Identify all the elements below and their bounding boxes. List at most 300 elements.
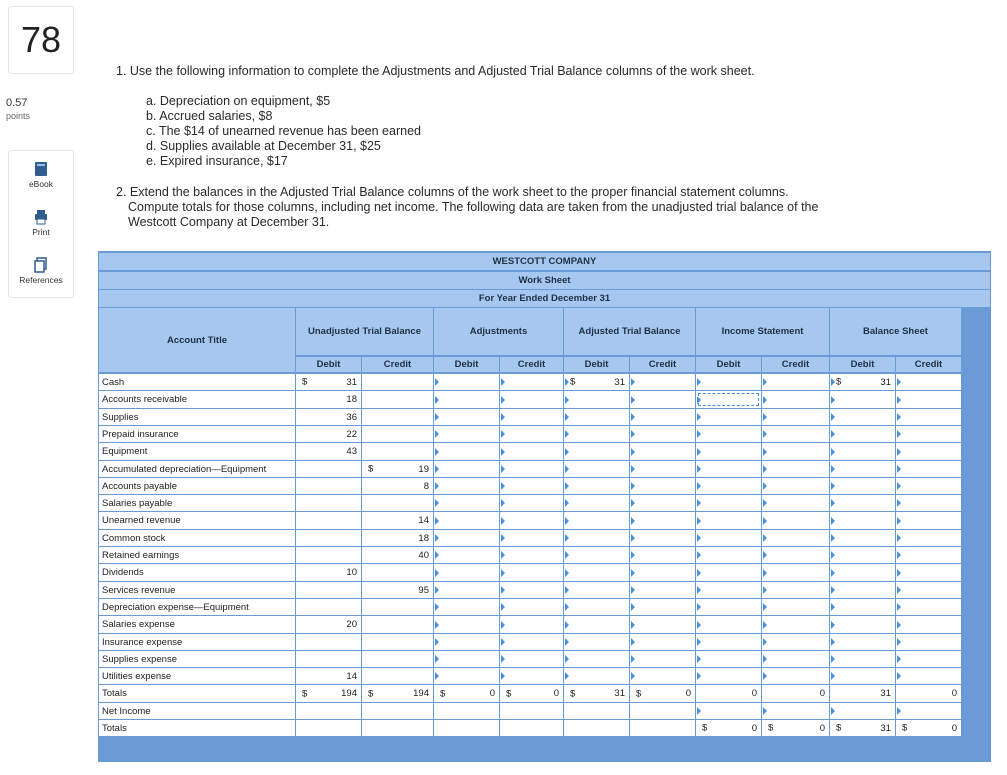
dollar-sign: $: [368, 463, 374, 475]
account-row-17-col-1: [296, 651, 361, 667]
account-row-13-col-3[interactable]: [434, 582, 499, 598]
dollar-sign: $: [570, 688, 576, 699]
account-row-5-col-4[interactable]: [500, 443, 563, 460]
group-header-3-text: Adjusted Trial Balance: [578, 326, 681, 337]
totals-row-col-8-text: 0: [819, 688, 825, 699]
account-row-9-col-5[interactable]: [564, 512, 629, 529]
account-row-18-col-2: [362, 668, 433, 684]
account-row-12-col-2: [362, 564, 433, 581]
question-number: 78: [8, 6, 74, 74]
account-row-4-col-1: [296, 426, 361, 442]
dollar-sign: $: [302, 376, 308, 388]
net-income-row-col-2: [362, 703, 433, 719]
account-row-7-col-5[interactable]: [564, 478, 629, 494]
account-row-9-col-4[interactable]: [500, 512, 563, 529]
net-income-row-col-10[interactable]: [896, 703, 961, 719]
account-row-18-col-1-text: 14: [346, 670, 357, 682]
account-row-8-col-7[interactable]: [696, 495, 761, 511]
ebook-button[interactable]: [9, 161, 73, 189]
debit-header-col-9: [830, 357, 895, 372]
net-income-row-col-8[interactable]: [762, 703, 829, 719]
account-row-6-col-8[interactable]: [762, 461, 829, 477]
ebook-icon: [34, 161, 48, 177]
totals-row-label: [99, 685, 295, 702]
account-row-2-label-text: Accounts receivable: [102, 394, 188, 405]
net-income-row-col-7[interactable]: [696, 703, 761, 719]
net-income-row-col-9[interactable]: [830, 703, 895, 719]
account-row-3-col-7[interactable]: [696, 409, 761, 425]
account-row-12-col-9[interactable]: [830, 564, 895, 581]
totals-row-col-6-text: 0: [685, 688, 691, 699]
account-row-9-col-9[interactable]: [830, 512, 895, 529]
account-row-5-col-2: [362, 443, 433, 460]
totals-row-col-1-text: 194: [341, 688, 357, 699]
adjustment-info-c: c. The $14 of unearned revenue has been earned: [146, 124, 421, 138]
account-row-7-col-6[interactable]: [630, 478, 695, 494]
credit-header-col-10-text: Credit: [914, 359, 943, 370]
account-row-14-label: [99, 599, 295, 615]
account-row-3-col-3[interactable]: [434, 409, 499, 425]
account-row-13-col-8[interactable]: [762, 582, 829, 598]
net-income-row-col-5: [564, 703, 629, 719]
account-row-13-col-1: [296, 582, 361, 598]
account-row-11-col-10[interactable]: [896, 547, 961, 563]
account-row-13-col-7[interactable]: [696, 582, 761, 598]
account-row-7-col-10[interactable]: [896, 478, 961, 494]
account-row-7-label-text: Accounts payable: [102, 480, 177, 492]
account-row-5-col-7[interactable]: [696, 443, 761, 460]
final-totals-row-col-9-text: 31: [880, 722, 891, 734]
account-row-4-col-6[interactable]: [630, 426, 695, 442]
account-row-18-col-4[interactable]: [500, 668, 563, 684]
account-row-1-col-8[interactable]: [762, 374, 829, 390]
account-row-3-col-10[interactable]: [896, 409, 961, 425]
account-row-14-col-2: [362, 599, 433, 615]
account-row-4-col-2: [362, 426, 433, 442]
account-row-17-col-7[interactable]: [696, 651, 761, 667]
account-row-11-label: [99, 547, 295, 563]
account-row-1-col-5[interactable]: [564, 374, 629, 390]
account-row-15-col-3[interactable]: [434, 616, 499, 633]
totals-row-col-3: [434, 685, 499, 702]
account-row-4-label: [99, 426, 295, 442]
totals-row-col-4-text: 0: [553, 688, 559, 699]
group-header-5-text: Balance Sheet: [863, 326, 928, 337]
account-row-18-col-9[interactable]: [830, 668, 895, 684]
account-row-15-col-1: [296, 616, 361, 633]
totals-row-label-text: Totals: [102, 688, 127, 699]
account-row-15-col-7[interactable]: [696, 616, 761, 633]
account-row-13-col-5[interactable]: [564, 582, 629, 598]
account-row-17-col-3[interactable]: [434, 651, 499, 667]
account-row-3-col-2: [362, 409, 433, 425]
debit-header-col-3: [434, 357, 499, 372]
account-row-10-col-8[interactable]: [762, 530, 829, 546]
account-row-2-col-9[interactable]: [830, 391, 895, 408]
account-row-4-col-7[interactable]: [696, 426, 761, 442]
account-title-header-text: Account Title: [167, 334, 227, 346]
account-row-16-col-3[interactable]: [434, 634, 499, 650]
account-row-3-label: [99, 409, 295, 425]
ebook-label: eBook: [28, 179, 54, 189]
dollar-sign: $: [902, 722, 908, 734]
account-row-11-col-3[interactable]: [434, 547, 499, 563]
account-row-14-col-6[interactable]: [630, 599, 695, 615]
account-row-4-col-4[interactable]: [500, 426, 563, 442]
account-row-14-col-4[interactable]: [500, 599, 563, 615]
references-icon: [34, 257, 48, 273]
account-row-17-col-4[interactable]: [500, 651, 563, 667]
account-row-1-label-text: Cash: [102, 376, 125, 388]
dollar-sign: $: [570, 376, 576, 388]
final-totals-row-label: [99, 720, 295, 736]
dollar-sign: $: [768, 722, 774, 734]
dollar-sign: $: [836, 376, 842, 388]
account-row-9-col-3[interactable]: [434, 512, 499, 529]
account-row-16-col-7[interactable]: [696, 634, 761, 650]
totals-row-col-9: [830, 685, 895, 702]
account-row-16-col-2: [362, 634, 433, 650]
account-row-6-col-2-text: 19: [418, 463, 429, 475]
account-row-10-col-4[interactable]: [500, 530, 563, 546]
account-row-17-col-10[interactable]: [896, 651, 961, 667]
account-row-17-col-5[interactable]: [564, 651, 629, 667]
account-row-18-col-3[interactable]: [434, 668, 499, 684]
account-row-14-col-10[interactable]: [896, 599, 961, 615]
account-row-5-col-9[interactable]: [830, 443, 895, 460]
net-income-row-label: [99, 703, 295, 719]
worksheet-period: [99, 290, 990, 307]
account-row-2-col-10[interactable]: [896, 391, 961, 408]
account-row-15-col-8[interactable]: [762, 616, 829, 633]
account-row-6-col-1: [296, 461, 361, 477]
account-row-14-col-7[interactable]: [696, 599, 761, 615]
account-row-18-col-10[interactable]: [896, 668, 961, 684]
account-row-7-col-1: [296, 478, 361, 494]
account-row-12-col-1-text: 10: [346, 567, 357, 578]
account-row-3-label-text: Supplies: [102, 411, 139, 423]
debit-header-col-5-text: Debit: [584, 359, 609, 370]
account-row-10-label: [99, 530, 295, 546]
account-row-1-col-10[interactable]: [896, 374, 961, 390]
dollar-sign: $: [702, 722, 708, 734]
account-row-16-col-10[interactable]: [896, 634, 961, 650]
account-row-9-label-text: Unearned revenue: [102, 515, 181, 526]
account-row-3-col-1-text: 36: [346, 411, 357, 423]
account-row-9-col-2: [362, 512, 433, 529]
account-row-6-col-3[interactable]: [434, 461, 499, 477]
account-row-5-col-1: [296, 443, 361, 460]
account-row-18-col-7[interactable]: [696, 668, 761, 684]
account-row-2-col-6[interactable]: [630, 391, 695, 408]
account-row-5-col-6[interactable]: [630, 443, 695, 460]
dollar-sign: $: [636, 688, 642, 699]
account-row-15-label-text: Salaries expense: [102, 619, 175, 630]
totals-row-col-8: [762, 685, 829, 702]
account-row-14-col-5[interactable]: [564, 599, 629, 615]
account-row-10-col-3[interactable]: [434, 530, 499, 546]
account-row-18-col-6[interactable]: [630, 668, 695, 684]
account-row-10-col-5[interactable]: [564, 530, 629, 546]
account-row-15-label: [99, 616, 295, 633]
final-totals-row-col-7-text: 0: [751, 722, 757, 734]
account-row-12-col-6[interactable]: [630, 564, 695, 581]
debit-header-col-5: [564, 357, 629, 372]
account-row-12-label-text: Dividends: [102, 567, 144, 578]
totals-row-col-6: [630, 685, 695, 702]
account-row-6-col-5[interactable]: [564, 461, 629, 477]
account-row-9-col-6[interactable]: [630, 512, 695, 529]
dollar-sign: $: [506, 688, 512, 699]
account-row-12-col-8[interactable]: [762, 564, 829, 581]
account-row-16-col-5[interactable]: [564, 634, 629, 650]
account-row-9-col-1: [296, 512, 361, 529]
net-income-row-col-4: [500, 703, 563, 719]
account-row-11-col-4[interactable]: [500, 547, 563, 563]
account-row-6-col-10[interactable]: [896, 461, 961, 477]
account-row-1-label: [99, 374, 295, 390]
account-row-1-col-5-text: 31: [614, 376, 625, 388]
account-row-4-col-10[interactable]: [896, 426, 961, 442]
account-row-15-col-6[interactable]: [630, 616, 695, 633]
credit-header-col-10: [896, 357, 961, 372]
account-row-14-col-8[interactable]: [762, 599, 829, 615]
account-row-3-col-8[interactable]: [762, 409, 829, 425]
credit-header-col-6: [630, 357, 695, 372]
account-row-4-col-5[interactable]: [564, 426, 629, 442]
account-row-12-col-7[interactable]: [696, 564, 761, 581]
account-row-10-col-7[interactable]: [696, 530, 761, 546]
account-row-7-col-4[interactable]: [500, 478, 563, 494]
account-row-2-col-2: [362, 391, 433, 408]
account-row-2-col-8[interactable]: [762, 391, 829, 408]
totals-row-col-10-text: 0: [951, 688, 957, 699]
adjustment-info-a: a. Depreciation on equipment, $5: [146, 94, 331, 108]
account-row-6-col-4[interactable]: [500, 461, 563, 477]
account-row-17-col-9[interactable]: [830, 651, 895, 667]
account-row-6-col-6[interactable]: [630, 461, 695, 477]
final-totals-row-label-text: Totals: [102, 722, 127, 734]
print-label: Print: [32, 227, 50, 237]
account-row-8-col-6[interactable]: [630, 495, 695, 511]
account-row-16-col-9[interactable]: [830, 634, 895, 650]
net-income-row-col-6: [630, 703, 695, 719]
account-row-6-col-7[interactable]: [696, 461, 761, 477]
final-totals-row-col-6: [630, 720, 695, 736]
credit-header-col-8-text: Credit: [781, 359, 810, 370]
print-icon: [34, 209, 48, 225]
account-row-10-label-text: Common stock: [102, 532, 166, 544]
totals-row-col-4: [500, 685, 563, 702]
account-row-4-col-9[interactable]: [830, 426, 895, 442]
account-row-6-col-9[interactable]: [830, 461, 895, 477]
account-row-2-col-5[interactable]: [564, 391, 629, 408]
account-row-13-col-9[interactable]: [830, 582, 895, 598]
totals-row-col-5: [564, 685, 629, 702]
account-row-4-col-3[interactable]: [434, 426, 499, 442]
account-row-6-label: [99, 461, 295, 477]
account-row-14-col-1: [296, 599, 361, 615]
references-label: References: [19, 275, 63, 285]
account-row-4-col-8[interactable]: [762, 426, 829, 442]
account-row-4-label-text: Prepaid insurance: [102, 428, 179, 440]
account-row-17-label-text: Supplies expense: [102, 653, 177, 665]
account-row-10-col-9[interactable]: [830, 530, 895, 546]
final-totals-row-col-10-text: 0: [951, 722, 957, 734]
company-name: [99, 253, 990, 270]
account-row-16-label: [99, 634, 295, 650]
print-button[interactable]: [9, 209, 73, 237]
account-row-7-col-8[interactable]: [762, 478, 829, 494]
account-row-9-col-7[interactable]: [696, 512, 761, 529]
final-totals-row-col-7: [696, 720, 761, 736]
account-row-13-col-6[interactable]: [630, 582, 695, 598]
totals-row-col-10: [896, 685, 961, 702]
account-row-3-col-6[interactable]: [630, 409, 695, 425]
final-totals-row-col-5: [564, 720, 629, 736]
debit-header-col-9-text: Debit: [850, 359, 875, 370]
final-totals-row-col-9: [830, 720, 895, 736]
account-row-1-col-3[interactable]: [434, 374, 499, 390]
account-row-13-col-10[interactable]: [896, 582, 961, 598]
account-row-11-col-9[interactable]: [830, 547, 895, 563]
question-1-text: 1. Use the following information to complete the Adjustments and Adjusted Trial Balance columns of the work sheet.: [116, 64, 755, 78]
account-row-8-col-5[interactable]: [564, 495, 629, 511]
final-totals-row-col-8-text: 0: [819, 722, 825, 734]
account-row-7-col-9[interactable]: [830, 478, 895, 494]
account-row-11-col-6[interactable]: [630, 547, 695, 563]
account-row-14-col-3[interactable]: [434, 599, 499, 615]
account-row-5-col-8[interactable]: [762, 443, 829, 460]
account-title-header: [99, 308, 295, 372]
account-row-18-col-8[interactable]: [762, 668, 829, 684]
account-row-8-label: [99, 495, 295, 511]
group-header-1-text: Unadjusted Trial Balance: [308, 326, 421, 337]
account-row-8-col-10[interactable]: [896, 495, 961, 511]
account-row-8-col-8[interactable]: [762, 495, 829, 511]
account-row-10-col-2-text: 18: [418, 532, 429, 544]
account-row-16-col-8[interactable]: [762, 634, 829, 650]
account-row-13-col-4[interactable]: [500, 582, 563, 598]
account-row-12-col-3[interactable]: [434, 564, 499, 581]
account-row-7-col-3[interactable]: [434, 478, 499, 494]
account-row-12-col-4[interactable]: [500, 564, 563, 581]
account-row-4-col-1-text: 22: [346, 428, 357, 440]
account-row-3-col-9[interactable]: [830, 409, 895, 425]
account-row-9-col-8[interactable]: [762, 512, 829, 529]
question-2-line-1: 2. Extend the balances in the Adjusted Trial Balance columns of the work sheet to the proper financial statement columns.: [116, 185, 789, 199]
account-row-2-col-4[interactable]: [500, 391, 563, 408]
account-row-16-col-4[interactable]: [500, 634, 563, 650]
account-row-12-col-10[interactable]: [896, 564, 961, 581]
credit-header-col-4-text: Credit: [517, 359, 546, 370]
debit-header-col-3-text: Debit: [454, 359, 479, 370]
account-row-3-col-5[interactable]: [564, 409, 629, 425]
account-row-7-col-2-text: 8: [423, 480, 429, 492]
account-row-17-col-6[interactable]: [630, 651, 695, 667]
account-row-1-col-7[interactable]: [696, 374, 761, 390]
totals-row-col-7-text: 0: [751, 688, 757, 699]
group-header-3: [564, 308, 695, 355]
account-row-10-col-6[interactable]: [630, 530, 695, 546]
net-income-row-col-1: [296, 703, 361, 719]
account-row-6-label-text: Accumulated depreciation—Equipment: [102, 463, 267, 475]
account-row-18-col-5[interactable]: [564, 668, 629, 684]
account-row-5-col-1-text: 43: [346, 446, 357, 457]
account-row-17-label: [99, 651, 295, 667]
account-row-5-label-text: Equipment: [102, 446, 148, 457]
debit-header-col-1-text: Debit: [316, 359, 341, 370]
account-row-9-col-2-text: 14: [418, 515, 429, 526]
account-row-3-col-4[interactable]: [500, 409, 563, 425]
adjustment-info-e: e. Expired insurance, $17: [146, 154, 288, 168]
account-row-16-label-text: Insurance expense: [102, 636, 183, 648]
account-row-11-col-7[interactable]: [696, 547, 761, 563]
account-row-14-col-9[interactable]: [830, 599, 895, 615]
account-row-11-col-5[interactable]: [564, 547, 629, 563]
account-row-5-col-3[interactable]: [434, 443, 499, 460]
account-row-15-col-4[interactable]: [500, 616, 563, 633]
references-button[interactable]: [9, 257, 73, 285]
account-row-2-label: [99, 391, 295, 408]
points-label: points: [6, 111, 31, 121]
group-header-5: [830, 308, 961, 355]
account-row-12-col-5[interactable]: [564, 564, 629, 581]
account-row-7-label: [99, 478, 295, 494]
totals-row-col-2-text: 194: [413, 688, 429, 699]
account-row-14-label-text: Depreciation expense—Equipment: [102, 601, 249, 613]
account-row-16-col-6[interactable]: [630, 634, 695, 650]
worksheet-title-text: Work Sheet: [518, 275, 571, 286]
account-row-5-col-5[interactable]: [564, 443, 629, 460]
totals-row-col-9-text: 31: [880, 688, 891, 699]
account-row-8-col-3[interactable]: [434, 495, 499, 511]
account-row-1-col-9[interactable]: [830, 374, 895, 390]
credit-header-col-2: [362, 357, 433, 372]
dollar-sign: $: [836, 722, 842, 734]
final-totals-row-col-10: [896, 720, 961, 736]
totals-row-col-5-text: 31: [614, 688, 625, 699]
account-row-15-col-10[interactable]: [896, 616, 961, 633]
account-row-13-label: [99, 582, 295, 598]
account-row-7-col-7[interactable]: [696, 478, 761, 494]
group-header-1: [296, 308, 433, 355]
account-row-8-col-9[interactable]: [830, 495, 895, 511]
account-row-8-col-4[interactable]: [500, 495, 563, 511]
account-row-1-col-4[interactable]: [500, 374, 563, 390]
account-row-2-col-7[interactable]: [696, 391, 761, 408]
account-row-15-col-1-text: 20: [346, 619, 357, 630]
account-row-11-label-text: Retained earnings: [102, 549, 180, 561]
credit-header-col-2-text: Credit: [383, 359, 412, 370]
account-row-15-col-9[interactable]: [830, 616, 895, 633]
account-row-1-col-6[interactable]: [630, 374, 695, 390]
account-row-9-col-10[interactable]: [896, 512, 961, 529]
totals-row-col-7: [696, 685, 761, 702]
account-row-2-col-3[interactable]: [434, 391, 499, 408]
account-row-17-col-8[interactable]: [762, 651, 829, 667]
account-row-8-col-1: [296, 495, 361, 511]
group-header-4-text: Income Statement: [721, 326, 804, 337]
account-row-15-col-5[interactable]: [564, 616, 629, 633]
adjustment-info-list: [146, 94, 421, 169]
worksheet-title: [99, 272, 990, 289]
group-header-4: [696, 308, 829, 355]
account-row-10-col-10[interactable]: [896, 530, 961, 546]
account-row-5-col-10[interactable]: [896, 443, 961, 460]
account-row-11-col-8[interactable]: [762, 547, 829, 563]
debit-header-col-7-text: Debit: [716, 359, 741, 370]
